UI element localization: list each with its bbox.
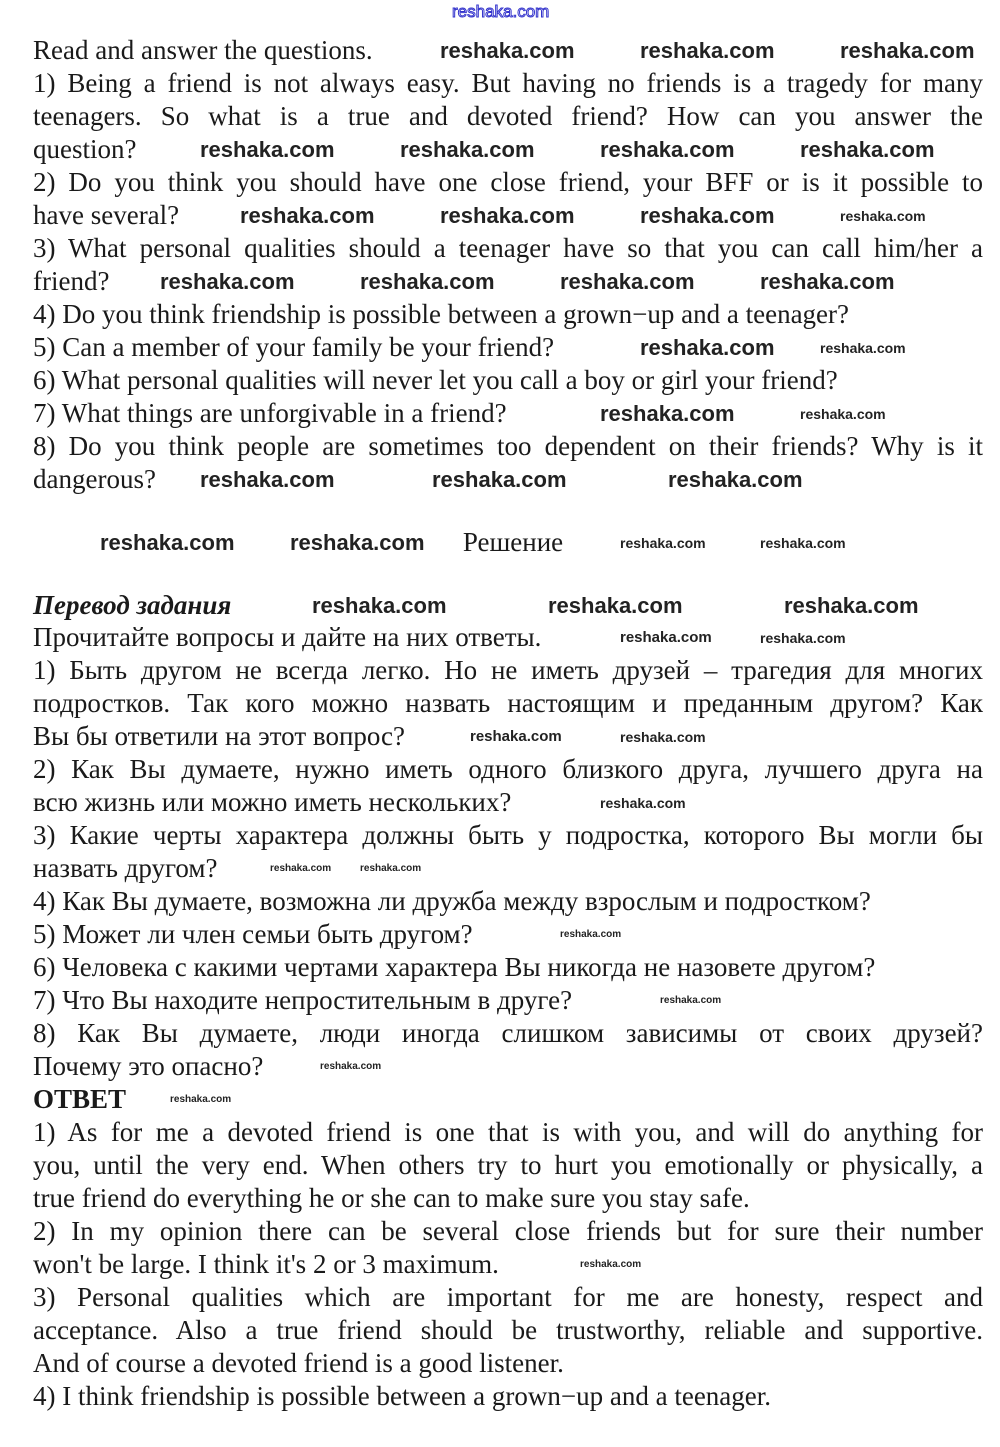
watermark: reshaka.com — [470, 728, 562, 745]
watermark: reshaka.com — [760, 535, 846, 551]
watermark: reshaka.com — [200, 137, 335, 162]
watermark: reshaka.com — [620, 629, 712, 646]
watermark: reshaka.com — [600, 401, 735, 426]
answer-line: 2) In my opinion there can be several close friends but for sure their number — [33, 1216, 983, 1246]
answer-line: true friend do everything he or she can to make sure you stay safe. — [33, 1183, 750, 1213]
watermark: reshaka.com — [360, 863, 422, 874]
answer-line: acceptance. Also a true friend should be trustworthy, reliable and supportive. — [33, 1315, 983, 1345]
translation-heading: Перевод задания — [33, 590, 232, 620]
watermark: reshaka.com — [432, 467, 567, 492]
answer-line: won't be large. I think it's 2 or 3 maximum. — [33, 1249, 499, 1279]
translation-line: 2) Как Вы думаете, нужно иметь одного близкого друга, лучшего друга на — [33, 754, 983, 784]
watermark: reshaka.com — [760, 630, 846, 646]
watermark: reshaka.com — [620, 535, 706, 551]
question-line: 3) What personal qualities should a teenager have so that you can call him/her a — [33, 233, 983, 263]
watermark: reshaka.com — [640, 203, 775, 228]
question-line: friend? — [33, 266, 110, 296]
translation-line: подростков. Так кого можно назвать настоящим и преданным другом? Как — [33, 688, 983, 718]
watermark: reshaka.com — [548, 593, 683, 618]
translation-line: 1) Быть другом не всегда легко. Но не иметь друзей – трагедия для многих — [33, 655, 983, 685]
watermark: reshaka.com — [840, 208, 926, 224]
watermark: reshaka.com — [100, 530, 235, 555]
translation-line: Прочитайте вопросы и дайте на них ответы. — [33, 622, 542, 652]
watermark: reshaka.com — [800, 406, 886, 422]
answer-line: 4) I think friendship is possible between a grown−up and a teenager. — [33, 1381, 772, 1411]
translation-line: Почему это опасно? — [33, 1051, 264, 1081]
watermark: reshaka.com — [200, 467, 335, 492]
watermark: reshaka.com — [640, 38, 775, 63]
watermark: reshaka.com — [600, 795, 686, 811]
translation-line: 7) Что Вы находите непростительным в друге? — [33, 985, 573, 1015]
question-line: 1) Being a friend is not always easy. But having no friends is a tragedy for many — [33, 68, 983, 98]
watermark: reshaka.com — [600, 137, 735, 162]
watermark: reshaka.com — [240, 203, 375, 228]
watermark: reshaka.com — [270, 863, 332, 874]
watermark: reshaka.com — [760, 269, 895, 294]
watermark: reshaka.com — [320, 1061, 382, 1072]
watermark: reshaka.com — [290, 530, 425, 555]
translation-line: 3) Какие черты характера должны быть у подростка, которого Вы могли бы — [33, 820, 983, 850]
solution-heading: Решение — [462, 527, 564, 557]
question-line: question? — [33, 134, 137, 164]
translation-line: 4) Как Вы думаете, возможна ли дружба между взрослым и подростком? — [33, 886, 871, 916]
watermark: reshaka.com — [440, 38, 575, 63]
question-line: dangerous? — [33, 464, 156, 494]
translation-line: назвать другом? — [33, 853, 218, 883]
question-line: 5) Can a member of your family be your friend? — [33, 332, 555, 362]
watermark: reshaka.com — [668, 467, 803, 492]
question-line: 6) What personal qualities will never let you call a boy or girl your friend? — [33, 365, 838, 395]
translation-line: всю жизнь или можно иметь нескольких? — [33, 787, 512, 817]
watermark: reshaka.com — [784, 593, 919, 618]
watermark: reshaka.com — [640, 335, 775, 360]
task-intro: Read and answer the questions. — [33, 35, 373, 65]
watermark: reshaka.com — [560, 929, 622, 940]
watermark: reshaka.com — [660, 995, 722, 1006]
watermark: reshaka.com — [560, 269, 695, 294]
answer-line: you, until the very end. When others try to hurt you emotionally or physically, a — [33, 1150, 983, 1180]
watermark: reshaka.com — [440, 203, 575, 228]
watermark: reshaka.com — [820, 340, 906, 356]
question-line: 8) Do you think people are sometimes too dependent on their friends? Why is it — [33, 431, 983, 461]
watermark: reshaka.com — [580, 1259, 642, 1270]
answer-heading: ОТВЕТ — [33, 1084, 127, 1114]
translation-line: 8) Как Вы думаете, люди иногда слишком зависимы от своих друзей? — [33, 1018, 983, 1048]
watermark: reshaka.com — [800, 137, 935, 162]
watermark: reshaka.com — [452, 2, 550, 21]
answer-line: And of course a devoted friend is a good listener. — [33, 1348, 564, 1378]
watermark: reshaka.com — [170, 1094, 232, 1105]
watermark: reshaka.com — [840, 38, 975, 63]
translation-line: Вы бы ответили на этот вопрос? — [33, 721, 406, 751]
question-line: 4) Do you think friendship is possible between a grown−up and a teenager? — [33, 299, 850, 329]
question-line: teenagers. So what is a true and devoted friend? How can you answer the — [33, 101, 983, 131]
watermark: reshaka.com — [360, 269, 495, 294]
answer-line: 3) Personal qualities which are important for me are honesty, respect and — [33, 1282, 983, 1312]
question-line: 2) Do you think you should have one close friend, your BFF or is it possible to — [33, 167, 983, 197]
question-line: 7) What things are unforgivable in a friend? — [33, 398, 507, 428]
answer-line: 1) As for me a devoted friend is one that is with you, and will do anything for — [33, 1117, 983, 1147]
watermark: reshaka.com — [620, 729, 706, 745]
translation-line: 5) Может ли член семьи быть другом? — [33, 919, 473, 949]
translation-line: 6) Человека с какими чертами характера Вы никогда не назовете другом? — [33, 952, 876, 982]
watermark: reshaka.com — [312, 593, 447, 618]
watermark: reshaka.com — [160, 269, 295, 294]
watermark: reshaka.com — [400, 137, 535, 162]
question-line: have several? — [33, 200, 180, 230]
